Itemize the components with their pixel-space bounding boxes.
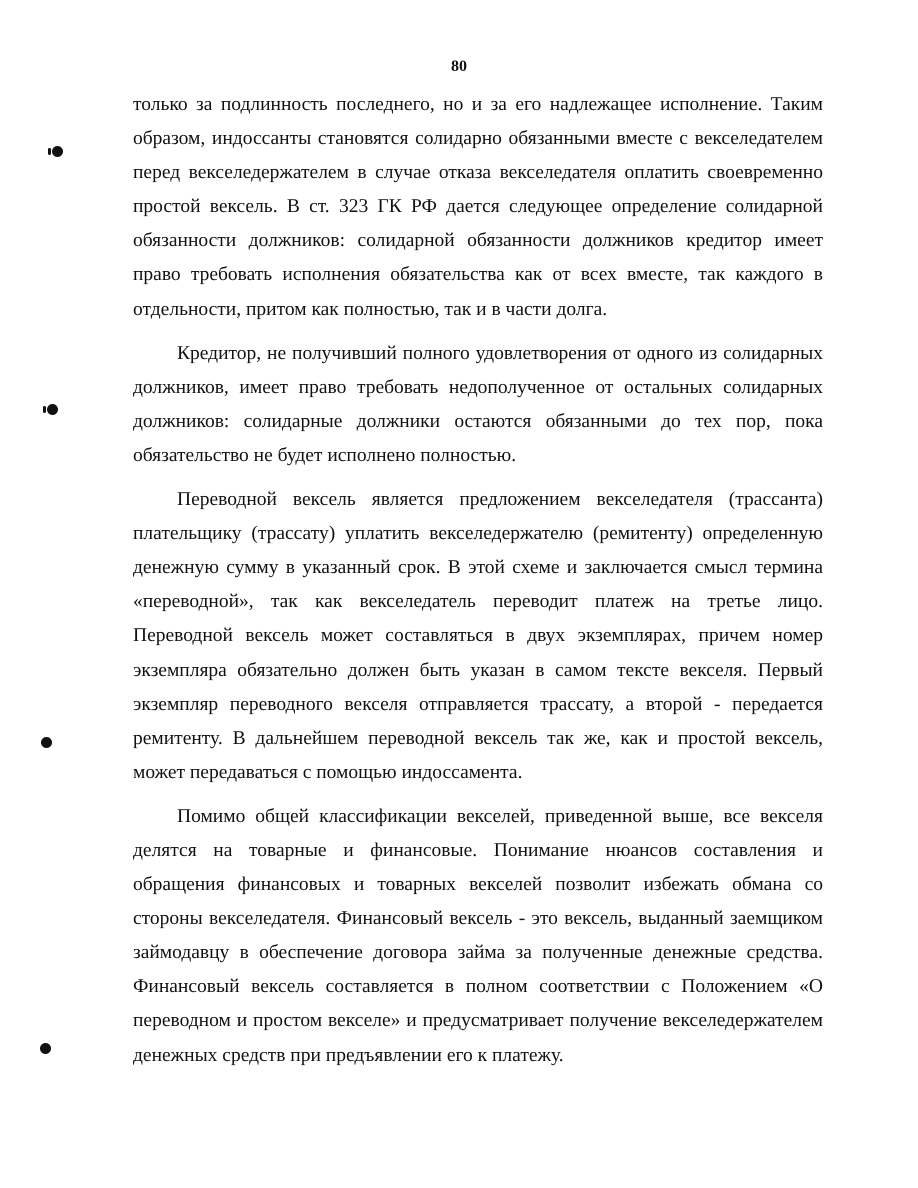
punch-hole-mark	[40, 1043, 51, 1054]
page-number: 80	[451, 58, 467, 75]
paragraph-1: только за подлинность последнего, но и за его надлежащее исполнение. Таким образом, индоссанты становятся солидарно обязанными вместе с векселедателем перед векселедержателем в случае отказа векселедателя оплатить своевременно простой вексель. В ст. 323 ГК РФ дается следующее определение солидарной обязанности должников: солидарной обязанности должников кредитор имеет право требовать исполнения обязательства как от всех вместе, так каждого в отдельности, притом как полностью, так и в части долга.	[133, 94, 823, 320]
paragraph-2: Кредитор, не получивший полного удовлетворения от одного из солидарных должников, имеет право требовать недополученное от остальных солидарных должников: солидарные должники остаются обязанными до тех пор, пока обязательство не будет исполнено полностью.	[133, 342, 823, 466]
body-text	[133, 88, 823, 1083]
paragraph-3: Переводной вексель является предложением векселедателя (трассанта) плательщику (трассату) уплатить векселедержателю (ремитенту) определенную денежную сумму в указанный срок. В этой схеме и заключается смысл термина «переводной», так как векселедатель переводит платеж на третье лицо. Переводной вексель может составляться в двух экземплярах, причем номер экземпляра обязательно должен быть указан в самом тексте векселя. Первый экземпляр переводного векселя отправляется трассату, а второй - передается ремитенту. В дальнейшем переводной вексель так же, как и простой вексель, может передаваться с помощью индоссамента.	[133, 489, 823, 783]
punch-hole-mark	[47, 404, 58, 415]
paragraph-4: Помимо общей классификации векселей, приведенной выше, все векселя делятся на товарные и финансовые. Понимание нюансов составления и обращения финансовых и товарных векселей позволит избежать обмана со стороны векселедателя. Финансовый вексель - это вексель, выданный заемщиком займодавцу в обеспечение договора займа за полученные денежные средства. Финансовый вексель составляется в полном соответствии с Положением «О переводном и простом векселе» и предусматривает получение векселедержателем денежных средств при предъявлении его к платежу.	[133, 805, 823, 1066]
punch-hole-mark	[41, 737, 52, 748]
punch-hole-mark	[52, 146, 63, 157]
